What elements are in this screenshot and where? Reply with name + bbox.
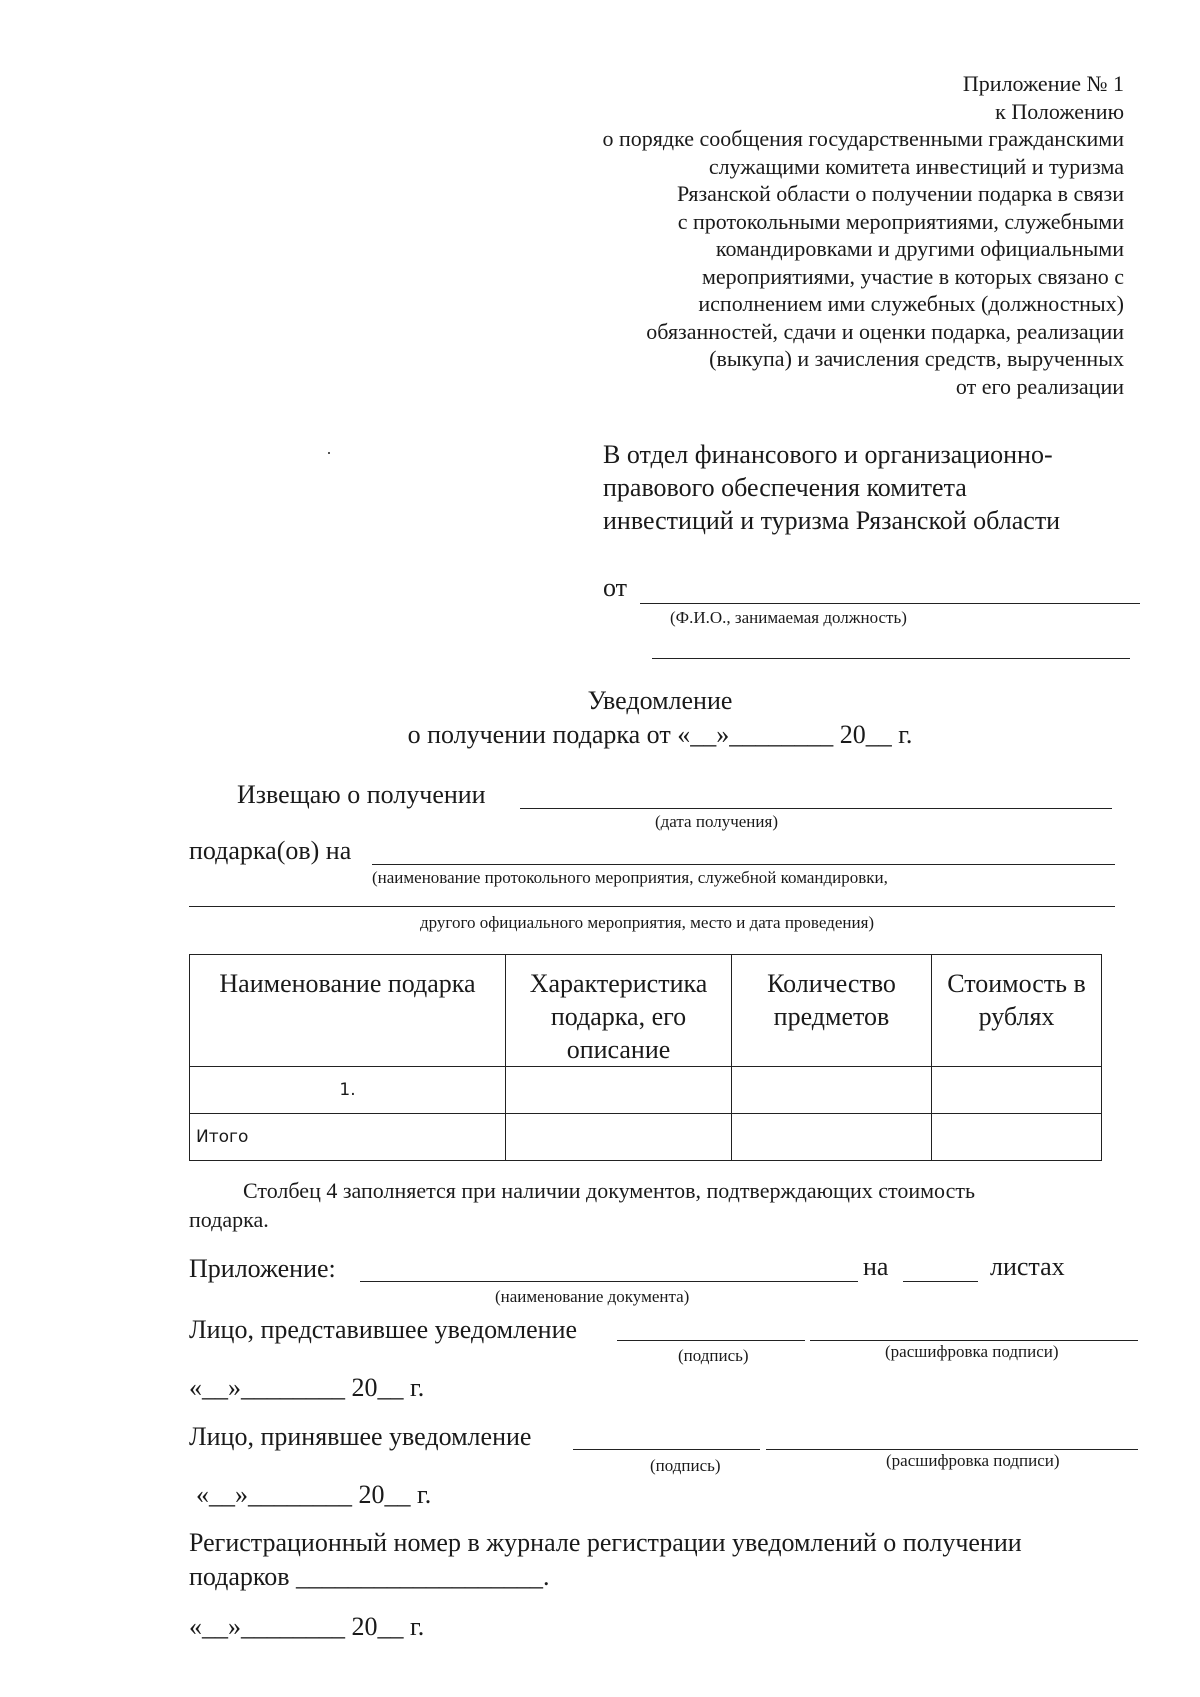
receiver-label: Лицо, принявшее уведомление xyxy=(189,1422,532,1451)
quantity-cell[interactable] xyxy=(732,1067,932,1114)
from-name-field[interactable] xyxy=(640,603,1140,604)
appendix-line: (выкупа) и зачисления средств, вырученных xyxy=(709,346,1124,371)
table-row xyxy=(190,1067,1102,1114)
header-quantity: Количество предметов xyxy=(732,955,932,1067)
from-position-field[interactable] xyxy=(652,658,1130,659)
appendix-header xyxy=(484,70,1124,400)
addressee-line: правового обеспечения комитета xyxy=(603,473,967,502)
appendix-line: обязанностей, сдачи и оценки подарка, реализации xyxy=(646,318,1124,344)
submitter-signature-caption: (подпись) xyxy=(678,1346,749,1365)
header-gift-description: Характеристика подарка, его описание xyxy=(506,955,732,1067)
event-caption-2: другого официального мероприятия, место и дата проведения) xyxy=(420,913,875,932)
attachment-sheets-field[interactable] xyxy=(903,1281,978,1282)
registration-line-1: Регистрационный номер в журнале регистрации уведомлений о получении xyxy=(189,1528,1022,1557)
receiver-signature-caption: (подпись) xyxy=(650,1456,721,1475)
appendix-line: Приложение № 1 xyxy=(962,71,1124,96)
appendix-line: о порядке сообщения государственными гражданскими xyxy=(602,126,1124,151)
attachment-on-label: на xyxy=(863,1252,889,1281)
table-total-row xyxy=(190,1114,1102,1161)
description-cell[interactable] xyxy=(506,1067,732,1114)
submitter-decode-caption: (расшифровка подписи) xyxy=(885,1342,1059,1361)
notify-label: Извещаю о получении xyxy=(237,780,486,809)
event-field[interactable] xyxy=(372,864,1115,865)
attachment-sheets-label: листах xyxy=(990,1252,1065,1281)
addressee-line: В отдел финансового и организационно- xyxy=(603,440,1053,469)
event-field-continued[interactable] xyxy=(189,906,1115,907)
appendix-line: служащими комитета инвестиций и туризма xyxy=(708,153,1124,179)
total-label-cell: Итого xyxy=(190,1114,506,1161)
receipt-date-field[interactable] xyxy=(520,808,1112,809)
document-title: Уведомление xyxy=(587,686,733,715)
receipt-date-caption: (дата получения) xyxy=(655,812,778,831)
appendix-line: мероприятиями, участие в которых связано с xyxy=(701,263,1124,289)
receiver-date: «__»________ 20__ г. xyxy=(196,1480,432,1509)
note-line-1: Столбец 4 заполняется при наличии документов, подтверждающих стоимость xyxy=(243,1178,976,1203)
total-description-cell[interactable] xyxy=(506,1114,732,1161)
attachment-label: Приложение: xyxy=(189,1254,336,1283)
appendix-line: с протокольными мероприятиями, служебными xyxy=(677,208,1124,234)
event-caption-1: (наименование протокольного мероприятия, служебной командировки, xyxy=(372,868,888,887)
scan-speck xyxy=(328,452,330,454)
addressee-block xyxy=(603,438,1060,537)
from-caption: (Ф.И.О., занимаемая должность) xyxy=(670,608,907,627)
registration-date: «__»________ 20__ г. xyxy=(189,1612,425,1641)
registration-line-2: подарков ___________________. xyxy=(189,1562,550,1591)
receiver-decode-caption: (расшифровка подписи) xyxy=(886,1451,1060,1470)
row-number-cell: 1. xyxy=(190,1067,506,1114)
from-label: от xyxy=(603,573,628,602)
appendix-line: Рязанской области о получении подарка в связи xyxy=(676,181,1124,206)
table-header-row xyxy=(190,955,1102,1067)
submitter-decode-field[interactable] xyxy=(810,1340,1138,1341)
cost-cell[interactable] xyxy=(932,1067,1102,1114)
receiver-decode-field[interactable] xyxy=(766,1449,1138,1450)
document-subtitle: о получении подарка от «__»________ 20__ г. xyxy=(407,720,913,749)
note-line-2: подарка. xyxy=(189,1207,269,1232)
header-gift-name: Наименование подарка xyxy=(190,955,506,1067)
total-cost-cell[interactable] xyxy=(932,1114,1102,1161)
total-quantity-cell[interactable] xyxy=(732,1114,932,1161)
attachment-doc-caption: (наименование документа) xyxy=(495,1287,690,1306)
submitter-signature-field[interactable] xyxy=(617,1340,805,1341)
submitter-label: Лицо, представившее уведомление xyxy=(189,1315,578,1344)
appendix-line: от его реализации xyxy=(955,373,1124,399)
gifts-table xyxy=(189,954,1102,1161)
header-cost: Стоимость в рублях xyxy=(932,955,1102,1067)
appendix-line: к Положению xyxy=(995,98,1124,124)
attachment-doc-field[interactable] xyxy=(360,1281,858,1282)
submitter-date: «__»________ 20__ г. xyxy=(189,1373,425,1402)
addressee-line: инвестиций и туризма Рязанской области xyxy=(603,506,1061,535)
receiver-signature-field[interactable] xyxy=(573,1449,760,1450)
appendix-line: исполнением ими служебных (должностных) xyxy=(698,291,1124,316)
appendix-line: командировками и другими официальными xyxy=(715,236,1124,261)
gifts-label: подарка(ов) на xyxy=(189,836,352,865)
